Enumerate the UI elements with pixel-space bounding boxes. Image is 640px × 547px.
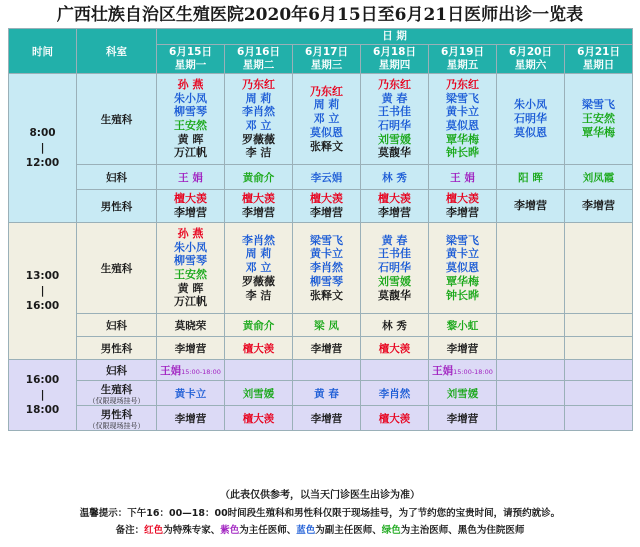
legend-item: 紫色 xyxy=(220,525,240,536)
doctor-name: 林 秀 xyxy=(382,319,407,332)
doctor-cell xyxy=(361,337,429,360)
doctor-name: 张释文 xyxy=(310,139,343,153)
header-row-dates xyxy=(9,29,633,45)
time-line: | xyxy=(40,141,45,154)
schedule-table xyxy=(8,28,633,431)
doctor-name: 黄 春 xyxy=(381,91,408,105)
doctor-name: 邓 立 xyxy=(245,119,272,132)
doctor-cell xyxy=(565,190,633,223)
doctor-cell xyxy=(497,381,565,406)
page-title: 广西壮族自治区生殖医院2020年6月15日至6月21日医师出诊一览表 xyxy=(56,5,584,25)
legend-item: 为住院医师 xyxy=(476,525,525,536)
doctor-cell xyxy=(429,223,497,314)
legend-item: 红色 xyxy=(144,525,164,536)
doctor-name: 邓 立 xyxy=(245,261,272,275)
doctor-name: 黄 晖 xyxy=(177,132,204,146)
time-line: 18:00 xyxy=(25,403,60,416)
day-date: 6月19日 xyxy=(441,46,484,58)
doctor-name: 张释文 xyxy=(310,288,343,302)
time-slot xyxy=(9,223,77,360)
doctor-name: 覃华梅 xyxy=(446,132,479,146)
doctor-cell xyxy=(497,360,565,381)
doctor-name: 梁雪飞 xyxy=(582,98,616,112)
doctor-name: 檀大羡 xyxy=(242,412,275,425)
doctor-cell xyxy=(565,223,633,314)
doctor-cell xyxy=(157,381,225,406)
doctor-name: 覃华梅 xyxy=(582,125,616,139)
day-header xyxy=(157,45,225,74)
dept-label xyxy=(77,314,157,337)
afternoon-andrology-row xyxy=(9,337,633,360)
doctor-cell xyxy=(225,74,293,165)
doctor-name: 莫似恩 xyxy=(514,125,547,139)
doctor-name: 黄卡立 xyxy=(446,247,479,261)
doctor-cell xyxy=(565,360,633,381)
day-weekday: 星期六 xyxy=(514,59,547,71)
doctor-cell xyxy=(157,190,225,223)
doctor-cell xyxy=(429,165,497,190)
doctor-cell xyxy=(361,406,429,431)
doctor-cell xyxy=(225,190,293,223)
doctor-cell xyxy=(157,165,225,190)
doctor-cell xyxy=(157,337,225,360)
legend-item: 为特殊专家、 xyxy=(163,525,221,536)
doctor-cell xyxy=(565,314,633,337)
doctor-name: 檀大羡 xyxy=(378,192,411,206)
doctor-name: 刘雪媛 xyxy=(378,274,411,288)
doctor-name: 钟长晔 xyxy=(446,146,479,160)
doctor-name: 黄卡立 xyxy=(446,105,479,119)
doctor-name: 梁雪飞 xyxy=(446,233,479,247)
doctor-cell xyxy=(225,314,293,337)
legend-item: 黑色 xyxy=(457,525,477,536)
doctor-cell xyxy=(497,406,565,431)
time-range: 15:00-18:00 xyxy=(181,367,221,376)
doctor-name: 黄卡立 xyxy=(174,387,207,400)
dept-name: 男性科 xyxy=(100,342,133,355)
dept-label xyxy=(77,74,157,165)
day-date: 6月21日 xyxy=(577,46,620,58)
day-date: 6月20日 xyxy=(509,46,552,58)
day-header xyxy=(497,45,565,74)
doctor-cell xyxy=(565,381,633,406)
doctor-name: 石明华 xyxy=(378,261,411,275)
day-weekday: 星期一 xyxy=(174,59,207,71)
doctor-name: 王书佳 xyxy=(378,247,411,261)
dept-label xyxy=(77,406,157,431)
doctor-cell xyxy=(429,360,497,381)
doctor-cell xyxy=(497,337,565,360)
dept-note: （仅限现场挂号） xyxy=(88,421,145,430)
dept-label xyxy=(77,381,157,406)
doctor-name: 覃华梅 xyxy=(446,274,479,288)
time-line: 12:00 xyxy=(25,156,60,169)
doctor-cell xyxy=(293,190,361,223)
dept-note: （仅限现场挂号） xyxy=(88,396,145,405)
doctor-name: 王娟 xyxy=(160,364,182,377)
doctor-name: 刘雪媛 xyxy=(378,132,411,146)
dept-label xyxy=(77,337,157,360)
doctor-cell xyxy=(225,381,293,406)
day-weekday: 星期五 xyxy=(446,59,479,71)
doctor-name: 李云娟 xyxy=(310,171,343,184)
legend-item: 绿色 xyxy=(381,525,401,536)
doctor-name: 刘雪媛 xyxy=(242,387,275,400)
doctor-name: 乃东红 xyxy=(242,77,275,91)
doctor-name: 檀大羡 xyxy=(378,412,411,425)
doctor-cell xyxy=(429,381,497,406)
doctor-name: 李增营 xyxy=(174,342,207,355)
doctor-name: 周 莉 xyxy=(313,98,340,112)
doctor-name: 孙 燕 xyxy=(177,77,204,91)
legend-item: 为主任医师、 xyxy=(239,525,297,536)
dept-label xyxy=(77,190,157,223)
doctor-name: 檀大羡 xyxy=(378,342,411,355)
doctor-name: 王 娟 xyxy=(450,171,475,184)
day-date: 6月17日 xyxy=(305,46,348,58)
doctor-name: 檀大羡 xyxy=(446,192,479,206)
doctor-name: 李肖然 xyxy=(310,261,343,275)
doctor-name: 周 莉 xyxy=(245,247,272,261)
doctor-name: 檀大羡 xyxy=(242,192,275,206)
doctor-cell xyxy=(157,406,225,431)
doctor-name: 朱小凤 xyxy=(174,240,207,254)
doctor-name: 李增营 xyxy=(310,342,343,355)
doctor-cell xyxy=(225,165,293,190)
doctor-name: 李肖然 xyxy=(242,233,275,247)
day-header xyxy=(361,45,429,74)
time-range: 15:00-18:00 xyxy=(453,367,493,376)
day-date: 6月18日 xyxy=(373,46,416,58)
doctor-name: 孙 燕 xyxy=(177,226,204,240)
time-slot xyxy=(9,74,77,223)
evening-andrology-row xyxy=(9,406,633,431)
color-legend xyxy=(0,522,640,536)
time-line: 16:00 xyxy=(25,299,60,312)
day-header xyxy=(429,45,497,74)
doctor-cell xyxy=(157,74,225,165)
doctor-cell xyxy=(361,381,429,406)
doctor-name: 李增营 xyxy=(446,412,479,425)
time-line: 16:00 xyxy=(25,373,60,386)
doctor-cell xyxy=(429,190,497,223)
doctor-name: 黄 春 xyxy=(381,233,408,247)
dept-header: 科室 xyxy=(77,29,157,74)
dept-name: 男性科 xyxy=(100,408,133,421)
doctor-cell xyxy=(293,360,361,381)
doctor-name: 莫似恩 xyxy=(446,261,479,275)
doctor-cell xyxy=(293,74,361,165)
doctor-cell xyxy=(429,337,497,360)
doctor-name: 李增营 xyxy=(310,412,343,425)
dept-name: 妇科 xyxy=(106,171,127,184)
dept-name: 生殖科 xyxy=(100,113,133,126)
tip-text: 温馨提示：下午16：00—18：00时间段生殖科和男性科仅限于现场挂号，为了节约您的宝贵时间，请预约就诊。 xyxy=(79,508,561,519)
doctor-cell xyxy=(225,360,293,381)
doctor-name: 黄 晖 xyxy=(177,281,204,295)
day-header xyxy=(565,45,633,74)
doctor-cell xyxy=(293,314,361,337)
doctor-name: 莫馥华 xyxy=(378,146,411,160)
doctor-name: 檀大羡 xyxy=(242,342,275,355)
doctor-name: 阳 晖 xyxy=(518,171,543,184)
doctor-name: 罗薇薇 xyxy=(242,274,275,288)
morning-andrology-row xyxy=(9,190,633,223)
time-slot xyxy=(9,360,77,431)
doctor-cell xyxy=(361,360,429,381)
doctor-name: 李肖然 xyxy=(242,105,275,119)
doctor-name: 檀大羡 xyxy=(310,192,343,206)
doctor-cell xyxy=(361,314,429,337)
doctor-name: 刘雪媛 xyxy=(446,387,479,400)
doctor-name: 王安然 xyxy=(174,268,207,281)
doctor-cell xyxy=(293,337,361,360)
dept-name: 生殖科 xyxy=(100,383,133,396)
doctor-name: 李增营 xyxy=(242,206,275,219)
doctor-name: 莫似恩 xyxy=(310,125,343,139)
doctor-name: 万江帆 xyxy=(174,295,207,309)
day-date: 6月16日 xyxy=(237,46,280,58)
doctor-name: 王 娟 xyxy=(178,171,203,184)
date-header: 日 期 xyxy=(157,29,633,45)
doctor-name: 李增营 xyxy=(174,206,207,219)
doctor-cell xyxy=(293,165,361,190)
dept-name: 妇科 xyxy=(106,319,127,332)
doctor-name: 梁雪飞 xyxy=(446,91,479,105)
legend-item: 为副主任医师、 xyxy=(315,525,382,536)
doctor-name: 王安然 xyxy=(582,112,616,126)
doctor-cell xyxy=(565,74,633,165)
doctor-cell xyxy=(225,223,293,314)
doctor-cell xyxy=(293,381,361,406)
doctor-cell xyxy=(497,74,565,165)
evening-reproductive-row xyxy=(9,381,633,406)
dept-name: 妇科 xyxy=(106,364,127,377)
doctor-name: 李 洁 xyxy=(245,146,272,160)
doctor-cell xyxy=(293,406,361,431)
afternoon-gynecology-row xyxy=(9,314,633,337)
doctor-cell xyxy=(429,74,497,165)
dept-label xyxy=(77,165,157,190)
time-line: 13:00 xyxy=(25,269,60,282)
doctor-name: 李 洁 xyxy=(245,288,272,302)
doctor-name: 钟长晔 xyxy=(446,288,479,302)
doctor-name: 檀大羡 xyxy=(174,192,207,206)
doctor-name: 罗薇薇 xyxy=(242,132,275,146)
doctor-cell xyxy=(565,406,633,431)
doctor-cell xyxy=(429,406,497,431)
disclaimer-text: （此表仅供参考，以当天门诊医生出诊为准） xyxy=(220,490,420,501)
doctor-name: 黄俞介 xyxy=(242,319,275,332)
day-date: 6月15日 xyxy=(169,46,212,58)
evening-gynecology-row xyxy=(9,360,633,381)
doctor-name: 莫似恩 xyxy=(446,119,479,132)
doctor-cell xyxy=(225,406,293,431)
doctor-name: 王书佳 xyxy=(378,105,411,119)
doctor-name: 林 秀 xyxy=(382,171,407,184)
doctor-name: 石明华 xyxy=(514,112,547,126)
day-weekday: 星期三 xyxy=(310,59,343,71)
doctor-name: 柳雪琴 xyxy=(174,254,207,268)
doctor-cell xyxy=(565,165,633,190)
time-line: | xyxy=(40,388,45,401)
doctor-name: 黄卡立 xyxy=(310,247,343,261)
doctor-name: 黄 春 xyxy=(314,387,339,400)
dept-label xyxy=(77,360,157,381)
doctor-name: 王娟 xyxy=(432,364,454,377)
doctor-cell xyxy=(497,314,565,337)
day-header xyxy=(225,45,293,74)
doctor-name: 李增营 xyxy=(582,199,616,213)
legend-item: 备注： xyxy=(115,525,145,536)
time-header: 时间 xyxy=(9,29,77,74)
doctor-name: 莫晓荣 xyxy=(174,319,207,332)
day-header xyxy=(293,45,361,74)
doctor-cell xyxy=(497,165,565,190)
doctor-name: 万江帆 xyxy=(174,146,207,160)
doctor-name: 王安然 xyxy=(174,119,207,132)
doctor-cell xyxy=(157,360,225,381)
doctor-name: 邓 立 xyxy=(313,112,340,126)
doctor-name: 李增营 xyxy=(174,412,207,425)
doctor-name: 柳雪琴 xyxy=(174,105,207,119)
doctor-cell xyxy=(565,337,633,360)
afternoon-reproductive-row xyxy=(9,223,633,314)
doctor-name: 李增营 xyxy=(446,206,479,219)
dept-name: 男性科 xyxy=(100,200,133,213)
doctor-cell xyxy=(293,223,361,314)
doctor-name: 李增营 xyxy=(446,342,479,355)
doctor-name: 李增营 xyxy=(514,199,547,213)
doctor-name: 乃东红 xyxy=(310,84,343,98)
day-weekday: 星期四 xyxy=(378,59,411,71)
doctor-cell xyxy=(497,223,565,314)
legend-item: 蓝色 xyxy=(296,525,316,536)
schedule-body xyxy=(9,29,633,431)
doctor-name: 李肖然 xyxy=(378,387,411,400)
doctor-name: 黎小虹 xyxy=(446,319,479,332)
dept-label xyxy=(77,223,157,314)
doctor-cell xyxy=(361,74,429,165)
doctor-cell xyxy=(429,314,497,337)
doctor-cell xyxy=(361,165,429,190)
morning-gynecology-row xyxy=(9,165,633,190)
doctor-name: 朱小凤 xyxy=(174,91,207,105)
doctor-name: 朱小凤 xyxy=(514,98,547,112)
doctor-cell xyxy=(157,314,225,337)
doctor-name: 乃东红 xyxy=(378,77,411,91)
doctor-cell xyxy=(361,190,429,223)
time-line: 8:00 xyxy=(29,126,56,139)
doctor-name: 梁雪飞 xyxy=(310,233,343,247)
morning-reproductive-row xyxy=(9,74,633,165)
day-weekday: 星期日 xyxy=(582,59,615,71)
doctor-name: 乃东红 xyxy=(446,77,479,91)
doctor-cell xyxy=(157,223,225,314)
dept-name: 生殖科 xyxy=(100,262,133,275)
doctor-cell xyxy=(225,337,293,360)
doctor-name: 刘凤霞 xyxy=(582,171,615,184)
doctor-name: 石明华 xyxy=(378,119,411,132)
doctor-cell xyxy=(497,190,565,223)
doctor-cell xyxy=(361,223,429,314)
day-weekday: 星期二 xyxy=(242,59,275,71)
doctor-name: 梁 凤 xyxy=(314,319,339,332)
legend-item: 为主治医师、 xyxy=(400,525,458,536)
time-line: | xyxy=(40,284,45,297)
doctor-name: 柳雪琴 xyxy=(310,274,343,288)
doctor-name: 莫馥华 xyxy=(378,288,411,302)
doctor-name: 李增营 xyxy=(378,206,411,219)
doctor-name: 黄俞介 xyxy=(242,171,275,184)
doctor-name: 李增营 xyxy=(310,206,343,219)
doctor-name: 周 莉 xyxy=(245,91,272,105)
